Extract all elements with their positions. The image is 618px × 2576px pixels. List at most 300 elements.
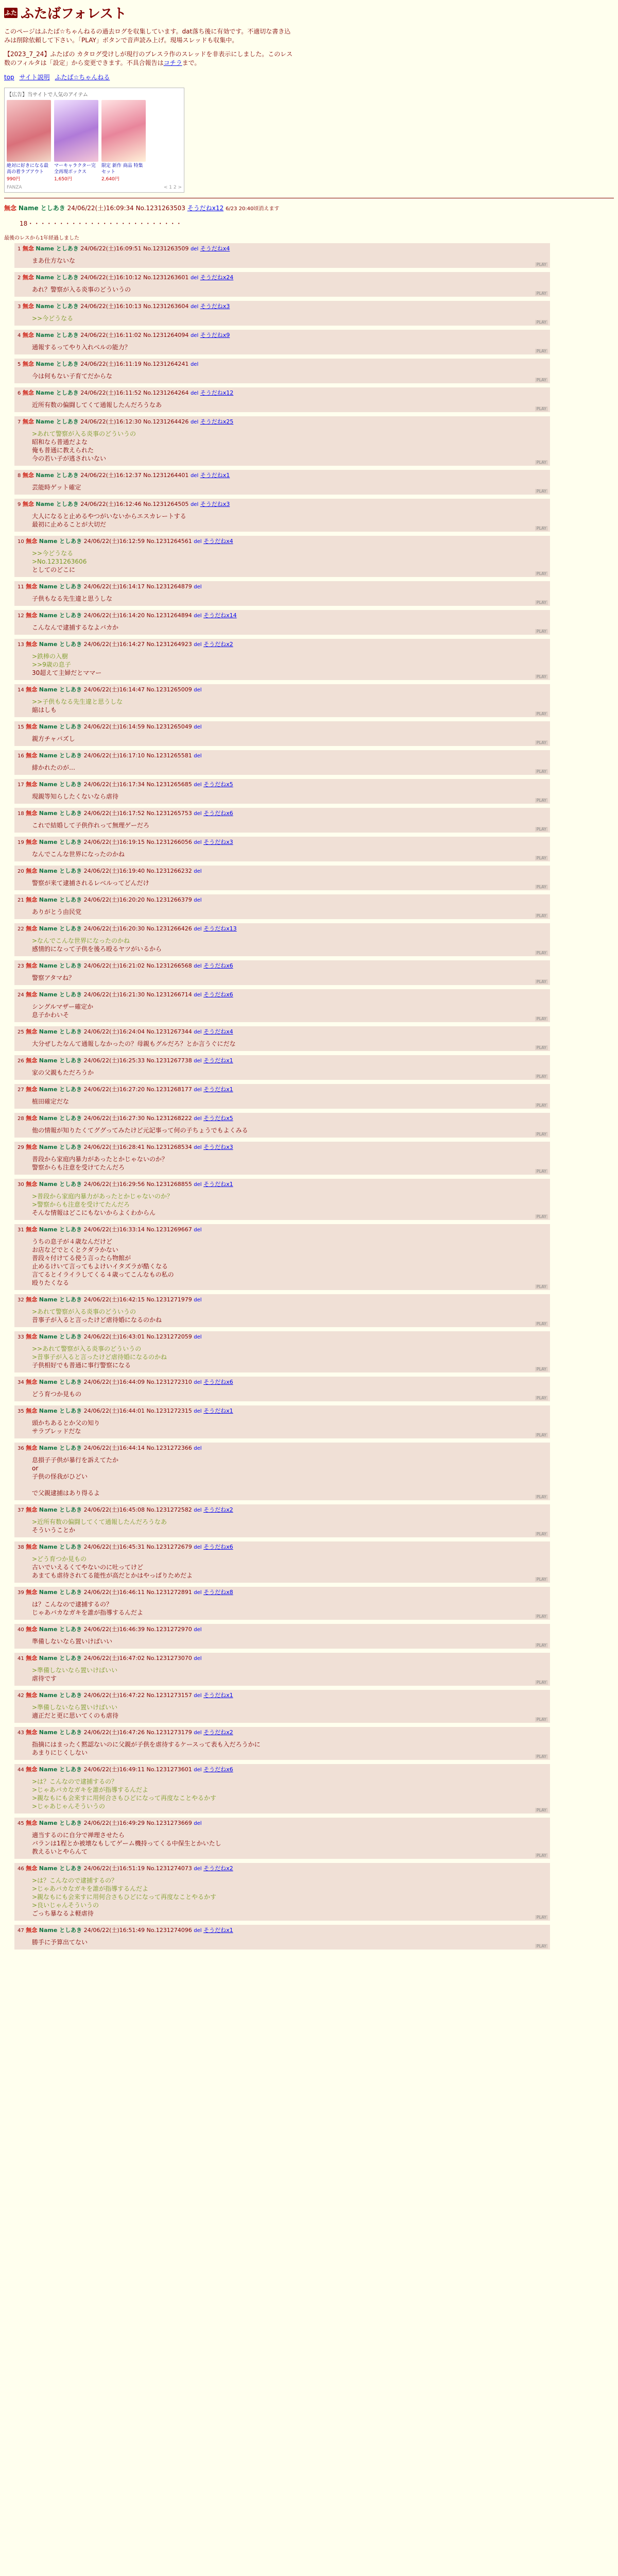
delete-link[interactable]: del bbox=[190, 473, 199, 479]
reply-number: 1231264505 bbox=[152, 501, 189, 507]
reply-index: 26 bbox=[18, 1058, 24, 1064]
delete-link[interactable]: del bbox=[194, 1693, 202, 1699]
sodane-button[interactable]: そうだねx2 bbox=[203, 1865, 233, 1872]
reply-header: 6 無念 Name としあき 24/06/22(土)16:11:52 No.1231264264 del そうだねx12 bbox=[18, 389, 234, 396]
reply-header: 38 無念 Name としあき 24/06/22(土)16:45:31 No.1231272679 del そうだねx6 bbox=[18, 1544, 233, 1550]
reply-name: Name としあき bbox=[36, 303, 79, 310]
reply-date: 24/06/22(土) bbox=[83, 1296, 119, 1303]
play-button[interactable]: PLAY bbox=[535, 1396, 548, 1400]
reply-post bbox=[14, 1026, 550, 1051]
reply-time: 16:47:22 bbox=[119, 1692, 145, 1699]
body-line: 俺も普通に教えられた bbox=[32, 447, 94, 454]
delete-link[interactable]: del bbox=[194, 584, 202, 590]
body-line: ありがとう由民党 bbox=[32, 908, 82, 916]
sodane-button[interactable]: そうだねx5 bbox=[203, 781, 233, 788]
reply-date: 24/06/22(土) bbox=[83, 641, 119, 648]
body-line: 家の父親もただろうか bbox=[32, 1069, 94, 1076]
reply-subject: 無念 bbox=[26, 1028, 38, 1035]
play-button[interactable]: PLAY bbox=[535, 951, 548, 955]
sodane-button[interactable]: そうだねx1 bbox=[203, 1927, 233, 1934]
play-button[interactable]: PLAY bbox=[535, 885, 548, 889]
delete-link[interactable]: del bbox=[194, 1545, 202, 1550]
nav-link-futaba[interactable]: ふたば☆ちゃんねる bbox=[55, 74, 110, 81]
reply-body bbox=[32, 1740, 547, 1757]
reply-subject: 無念 bbox=[22, 472, 34, 479]
delete-link[interactable]: del bbox=[190, 275, 199, 281]
sodane-button[interactable]: そうだねx3 bbox=[200, 303, 230, 310]
reply-header: 22 無念 Name としあき 24/06/22(土)16:20:30 No.1231266426 del そうだねx13 bbox=[18, 925, 237, 932]
reply-name: Name としあき bbox=[39, 1296, 82, 1303]
delete-link[interactable]: del bbox=[194, 926, 202, 932]
reply-index: 8 bbox=[18, 473, 21, 479]
play-button[interactable]: PLAY bbox=[535, 1367, 548, 1371]
play-button[interactable]: PLAY bbox=[535, 1132, 548, 1137]
reply-time: 16:44:09 bbox=[119, 1379, 145, 1385]
play-button[interactable]: PLAY bbox=[535, 1754, 548, 1759]
reply-number: 1231273157 bbox=[156, 1692, 192, 1699]
reply-time: 16:19:15 bbox=[119, 839, 145, 845]
delete-link[interactable]: del bbox=[190, 391, 199, 396]
reply-index: 29 bbox=[18, 1145, 24, 1150]
delete-link[interactable]: del bbox=[194, 1767, 202, 1773]
play-button[interactable]: PLAY bbox=[535, 827, 548, 832]
sodane-button[interactable]: そうだねx6 bbox=[203, 962, 233, 969]
play-button[interactable]: PLAY bbox=[535, 1643, 548, 1648]
reply-number: 1231264401 bbox=[152, 472, 189, 479]
reply-date: 24/06/22(土) bbox=[80, 418, 116, 425]
reply-body bbox=[32, 1456, 547, 1497]
reply-subject: 無念 bbox=[26, 1226, 38, 1233]
delete-link[interactable]: del bbox=[190, 333, 199, 338]
reply-number: 1231265685 bbox=[156, 781, 192, 788]
play-button[interactable]: PLAY bbox=[535, 1614, 548, 1619]
reply-date: 24/06/22(土) bbox=[80, 472, 116, 479]
reply-header: 1 無念 Name としあき 24/06/22(土)16:09:51 No.1231263509 del そうだねx4 bbox=[18, 245, 230, 252]
delete-link[interactable]: del bbox=[194, 782, 202, 788]
reply-time: 16:49:11 bbox=[119, 1766, 145, 1773]
reply-date: 24/06/22(土) bbox=[83, 962, 119, 969]
sodane-button[interactable]: そうだねx1 bbox=[200, 472, 230, 479]
op-sodane[interactable]: そうだねx12 bbox=[187, 205, 224, 212]
reply-body bbox=[32, 430, 547, 463]
delete-link[interactable]: del bbox=[194, 1656, 202, 1662]
reply-time: 16:20:30 bbox=[119, 925, 145, 932]
delete-link[interactable]: del bbox=[190, 246, 199, 252]
delete-link[interactable]: del bbox=[194, 1087, 202, 1093]
reply-time: 16:17:10 bbox=[119, 752, 145, 759]
delete-link[interactable]: del bbox=[194, 897, 202, 903]
ad-image[interactable] bbox=[54, 100, 98, 162]
ad-image[interactable] bbox=[7, 100, 51, 162]
delete-link[interactable]: del bbox=[194, 1145, 202, 1150]
reply-date: 24/06/22(土) bbox=[83, 1226, 119, 1233]
sodane-button[interactable]: そうだねx1 bbox=[203, 1086, 233, 1093]
reply-name: Name としあき bbox=[36, 501, 79, 507]
play-button[interactable]: PLAY bbox=[535, 1717, 548, 1722]
body-line: あれ？警察が入る炎事のどういうの bbox=[32, 286, 131, 293]
reply-name: Name としあき bbox=[39, 612, 82, 619]
reply-post bbox=[14, 1690, 550, 1723]
reply-header: 8 無念 Name としあき 24/06/22(土)16:12:37 No.1231264401 del そうだねx1 bbox=[18, 472, 230, 479]
body-line: 頭かちあるとか父の知り bbox=[32, 1419, 100, 1427]
reply-name: Name としあき bbox=[36, 245, 79, 252]
reply-date: 24/06/22(土) bbox=[83, 752, 119, 759]
reply-subject: 無念 bbox=[26, 1115, 38, 1122]
play-button[interactable]: PLAY bbox=[535, 526, 548, 531]
report-link[interactable]: コチラ bbox=[163, 59, 182, 66]
reply-index: 35 bbox=[18, 1409, 24, 1414]
reply-name: Name としあき bbox=[39, 1057, 82, 1064]
body-line: 芸能時ゲット確定 bbox=[32, 484, 81, 491]
reply-body bbox=[32, 512, 547, 529]
play-button[interactable]: PLAY bbox=[535, 1944, 548, 1948]
sodane-button[interactable]: そうだねx4 bbox=[200, 245, 230, 252]
reply-body bbox=[32, 314, 547, 323]
sodane-button[interactable]: そうだねx2 bbox=[203, 1729, 233, 1736]
reply-index: 18 bbox=[18, 811, 24, 817]
body-line: じゃあバカなガキを誰が指導するんだよ bbox=[32, 1609, 144, 1616]
reply-header: 41 無念 Name としあき 24/06/22(土)16:47:02 No.1231273070 del bbox=[18, 1655, 202, 1662]
delete-link[interactable]: del bbox=[194, 539, 202, 545]
reply-index: 30 bbox=[18, 1182, 24, 1188]
play-button[interactable]: PLAY bbox=[535, 1284, 548, 1289]
delete-link[interactable]: del bbox=[194, 1297, 202, 1303]
reply-post bbox=[14, 721, 550, 746]
play-button[interactable]: PLAY bbox=[535, 913, 548, 918]
reply-body bbox=[32, 1069, 547, 1077]
play-button[interactable]: PLAY bbox=[535, 856, 548, 860]
body-line: で父親逮捕はあり得るよ bbox=[32, 1489, 100, 1497]
reply-post bbox=[14, 639, 550, 680]
reply-index: 40 bbox=[18, 1627, 24, 1633]
sodane-button[interactable]: そうだねx4 bbox=[203, 538, 233, 545]
site-logo-icon[interactable]: ふた bbox=[4, 8, 18, 18]
delete-link[interactable]: del bbox=[190, 362, 199, 367]
reply-header: 19 無念 Name としあき 24/06/22(土)16:19:15 No.1231266056 del そうだねx3 bbox=[18, 839, 233, 845]
play-button[interactable]: PLAY bbox=[535, 711, 548, 716]
reply-name: Name としあき bbox=[39, 839, 82, 845]
sodane-button[interactable]: そうだねx9 bbox=[200, 332, 230, 338]
quote-line: >じゃあバカなガキを誰が指導するんだよ bbox=[32, 1786, 149, 1793]
play-button[interactable]: PLAY bbox=[535, 1169, 548, 1174]
sodane-button[interactable]: そうだねx25 bbox=[200, 418, 234, 425]
ad-item[interactable] bbox=[54, 100, 98, 182]
reply-index: 1 bbox=[18, 246, 21, 252]
reply-date: 24/06/22(土) bbox=[83, 1655, 119, 1662]
reply-subject: 無念 bbox=[26, 810, 38, 817]
reply-index: 21 bbox=[18, 897, 24, 903]
ad-items bbox=[7, 100, 182, 182]
site-title[interactable]: ふたばフォレスト bbox=[21, 6, 127, 22]
quote-line: >は？こんなので逮捕するの？ bbox=[32, 1877, 118, 1884]
play-button[interactable]: PLAY bbox=[535, 674, 548, 679]
delete-link[interactable]: del bbox=[194, 1182, 202, 1188]
delete-link[interactable]: del bbox=[194, 1928, 202, 1934]
reply-number: 1231268222 bbox=[156, 1115, 192, 1122]
delete-link[interactable]: del bbox=[190, 419, 199, 425]
sodane-button[interactable]: そうだねx6 bbox=[203, 1766, 233, 1773]
reply-subject: 無念 bbox=[22, 274, 34, 281]
reply-subject: 無念 bbox=[22, 418, 34, 425]
play-button[interactable]: PLAY bbox=[535, 979, 548, 984]
reply-number: 1231263601 bbox=[152, 274, 189, 281]
reply-header: 27 無念 Name としあき 24/06/22(土)16:27:20 No.1231268177 del そうだねx1 bbox=[18, 1086, 233, 1093]
reply-index: 25 bbox=[18, 1029, 24, 1035]
delete-link[interactable]: del bbox=[194, 724, 202, 730]
ad-price: 1,650円 bbox=[54, 177, 72, 182]
sodane-button[interactable]: そうだねx6 bbox=[203, 991, 233, 998]
reply-body bbox=[32, 1419, 547, 1435]
sodane-button[interactable]: そうだねx1 bbox=[203, 1181, 233, 1188]
description-paragraph-2-text: 【2023_7_24】ふたばの カタログ受けしが現行のプレスラ作のスレッドを非表示にしました。このレス数のフィルタは「設定」から変更できます。不具合報告は bbox=[4, 50, 293, 66]
reply-name: Name としあき bbox=[39, 896, 82, 903]
delete-link[interactable]: del bbox=[194, 1446, 202, 1451]
ad-brand[interactable]: FANZA bbox=[7, 185, 22, 190]
delete-link[interactable]: del bbox=[194, 1029, 202, 1035]
reply-time: 16:11:02 bbox=[116, 332, 142, 338]
reply-subject: 無念 bbox=[26, 1655, 38, 1662]
reply-list bbox=[0, 243, 618, 1950]
reply-body bbox=[32, 1777, 547, 1810]
delete-link[interactable]: del bbox=[194, 1627, 202, 1633]
play-button[interactable]: PLAY bbox=[535, 740, 548, 745]
reply-name: Name としあき bbox=[39, 641, 82, 648]
reply-header: 24 無念 Name としあき 24/06/22(土)16:21:30 No.1231266714 del そうだねx6 bbox=[18, 991, 233, 998]
delete-link[interactable]: del bbox=[194, 1866, 202, 1872]
reply-post bbox=[14, 894, 550, 919]
reply-subject: 無念 bbox=[26, 583, 38, 590]
play-button[interactable]: PLAY bbox=[535, 1321, 548, 1326]
reply-number: 1231274073 bbox=[156, 1865, 192, 1872]
reply-time: 16:51:19 bbox=[119, 1865, 145, 1872]
play-button[interactable]: PLAY bbox=[535, 1045, 548, 1050]
reply-index: 28 bbox=[18, 1116, 24, 1122]
sodane-button[interactable]: そうだねx2 bbox=[203, 1506, 233, 1513]
reply-date: 24/06/22(土) bbox=[83, 538, 119, 545]
reply-subject: 無念 bbox=[26, 1144, 38, 1150]
play-button[interactable]: PLAY bbox=[535, 349, 548, 353]
reply-subject: 無念 bbox=[26, 1544, 38, 1550]
reply-name: Name としあき bbox=[39, 1626, 82, 1633]
reply-header: 21 無念 Name としあき 24/06/22(土)16:20:20 No.1231266379 del bbox=[18, 896, 202, 903]
delete-link[interactable]: del bbox=[194, 1409, 202, 1414]
reply-header: 17 無念 Name としあき 24/06/22(土)16:17:34 No.1231265685 del そうだねx5 bbox=[18, 781, 233, 788]
body-line: こんなんで逮捕するなよバカか bbox=[32, 624, 119, 631]
nav-link-top[interactable]: top bbox=[4, 74, 14, 81]
quote-line: >No.1231263606 bbox=[32, 558, 87, 565]
body-line: は？こんなので逮捕するの？ bbox=[32, 1601, 113, 1608]
reply-number: 1231268855 bbox=[156, 1181, 192, 1188]
reply-body bbox=[32, 1308, 547, 1324]
play-button[interactable]: PLAY bbox=[535, 1808, 548, 1812]
play-button[interactable]: PLAY bbox=[535, 1853, 548, 1858]
body-line: 警察からも注意を受けてたんだろ bbox=[32, 1164, 125, 1171]
reply-subject: 無念 bbox=[26, 1589, 38, 1596]
reply-time: 16:14:59 bbox=[119, 723, 145, 730]
reply-date: 24/06/22(土) bbox=[83, 1144, 119, 1150]
reply-name: Name としあき bbox=[36, 389, 79, 396]
delete-link[interactable]: del bbox=[194, 992, 202, 998]
op-post bbox=[0, 204, 618, 228]
play-button[interactable]: PLAY bbox=[535, 600, 548, 605]
reply-name: Name としあき bbox=[39, 1865, 82, 1872]
sodane-button[interactable]: そうだねx13 bbox=[203, 925, 237, 932]
sodane-button[interactable]: そうだねx24 bbox=[200, 274, 234, 281]
reply-name: Name としあき bbox=[39, 583, 82, 590]
delete-link[interactable]: del bbox=[194, 1116, 202, 1122]
reply-time: 16:12:30 bbox=[116, 418, 142, 425]
play-button[interactable]: PLAY bbox=[535, 262, 548, 267]
reply-body bbox=[32, 850, 547, 858]
delete-link[interactable]: del bbox=[194, 1821, 202, 1826]
body-line: 息子かわいそ bbox=[32, 1011, 70, 1019]
reply-number: 1231272679 bbox=[156, 1544, 192, 1550]
reply-header: 7 無念 Name としあき 24/06/22(土)16:12:30 No.1231264426 del そうだねx25 bbox=[18, 418, 234, 425]
body-line: なんでこんな世界になったのかね bbox=[32, 851, 125, 858]
reply-name: Name としあき bbox=[39, 810, 82, 817]
sodane-button[interactable]: そうだねx6 bbox=[203, 1379, 233, 1385]
play-button[interactable]: PLAY bbox=[535, 1532, 548, 1536]
reply-post bbox=[14, 1764, 550, 1814]
op-number: No.1231263503 bbox=[135, 205, 185, 212]
ad-caption[interactable]: 限定 新作 商品 特集 セット bbox=[101, 163, 143, 175]
reply-number: 1231266056 bbox=[156, 839, 192, 845]
sodane-button[interactable]: そうだねx1 bbox=[203, 1057, 233, 1064]
play-button[interactable]: PLAY bbox=[535, 1577, 548, 1582]
reply-header: 16 無念 Name としあき 24/06/22(土)16:17:10 No.1231265581 del bbox=[18, 752, 202, 759]
delete-link[interactable]: del bbox=[194, 1507, 202, 1513]
reply-number: 1231263604 bbox=[152, 303, 189, 310]
play-button[interactable]: PLAY bbox=[535, 1433, 548, 1437]
play-button[interactable]: PLAY bbox=[535, 571, 548, 576]
play-button[interactable]: PLAY bbox=[535, 291, 548, 296]
delete-link[interactable]: del bbox=[194, 1227, 202, 1233]
sodane-button[interactable]: そうだねx6 bbox=[203, 1544, 233, 1550]
reply-date: 24/06/22(土) bbox=[83, 1544, 119, 1550]
delete-link[interactable]: del bbox=[194, 687, 202, 693]
sodane-button[interactable]: そうだねx4 bbox=[203, 1028, 233, 1035]
reply-date: 24/06/22(土) bbox=[83, 1028, 119, 1035]
ad-caption[interactable]: 絶対に好きになる最高の着ラブアウト bbox=[7, 163, 49, 175]
reply-header: 44 無念 Name としあき 24/06/22(土)16:49:11 No.1231273601 del そうだねx6 bbox=[18, 1766, 233, 1773]
body-line: 適当するのに自分で禅理させたら bbox=[32, 1832, 125, 1839]
reply-name: Name としあき bbox=[39, 1408, 82, 1414]
play-button[interactable]: PLAY bbox=[535, 1103, 548, 1108]
reply-date: 24/06/22(土) bbox=[83, 1057, 119, 1064]
play-button[interactable]: PLAY bbox=[535, 629, 548, 634]
body-line: 子供相好でも普通に事行警察になる bbox=[32, 1362, 131, 1369]
body-line: 通報するってやり入れべルの能力？ bbox=[32, 344, 131, 351]
sodane-button[interactable]: そうだねx8 bbox=[203, 1589, 233, 1596]
ad-image[interactable] bbox=[101, 100, 146, 162]
play-button[interactable]: PLAY bbox=[535, 769, 548, 774]
reply-number: 1231266714 bbox=[156, 991, 192, 998]
reply-body bbox=[32, 1390, 547, 1398]
sodane-button[interactable]: そうだねx3 bbox=[200, 501, 230, 507]
ad-item[interactable] bbox=[101, 100, 146, 182]
reply-time: 16:47:26 bbox=[119, 1729, 145, 1736]
sodane-button[interactable]: そうだねx1 bbox=[203, 1692, 233, 1699]
delete-link[interactable]: del bbox=[190, 502, 199, 507]
body-line: 息損子子供が暴行を訴えてたか bbox=[32, 1456, 119, 1464]
reply-number: 1231269667 bbox=[156, 1226, 192, 1233]
reply-header: 11 無念 Name としあき 24/06/22(土)16:14:17 No.1231264879 del bbox=[18, 583, 202, 590]
delete-link[interactable]: del bbox=[190, 304, 199, 310]
play-button[interactable]: PLAY bbox=[535, 1680, 548, 1685]
play-button[interactable]: PLAY bbox=[535, 460, 548, 465]
ad-item[interactable] bbox=[7, 100, 51, 182]
delete-link[interactable]: del bbox=[194, 963, 202, 969]
reply-post bbox=[14, 1653, 550, 1686]
reply-name: Name としあき bbox=[39, 1506, 82, 1513]
sodane-button[interactable]: そうだねx5 bbox=[203, 1115, 233, 1122]
play-button[interactable]: PLAY bbox=[535, 489, 548, 494]
sodane-button[interactable]: そうだねx6 bbox=[203, 810, 233, 817]
reply-name: Name としあき bbox=[39, 1181, 82, 1188]
delete-link[interactable]: del bbox=[194, 1380, 202, 1385]
sodane-button[interactable]: そうだねx3 bbox=[203, 839, 233, 845]
reply-date: 24/06/22(土) bbox=[83, 839, 119, 845]
delete-link[interactable]: del bbox=[194, 869, 202, 874]
thread-age-note: 最後のレスから1年経過しました bbox=[4, 235, 80, 241]
delete-link[interactable]: del bbox=[194, 840, 202, 845]
body-line: 大分ぜしたなんて通報しなかったの？母親もグルだろ？とか言うぐにだな bbox=[32, 1040, 236, 1047]
delete-link[interactable]: del bbox=[194, 1590, 202, 1596]
reply-post bbox=[14, 1179, 550, 1220]
ad-price: 990円 bbox=[7, 177, 21, 182]
delete-link[interactable]: del bbox=[194, 613, 202, 619]
delete-link[interactable]: del bbox=[194, 753, 202, 759]
play-button[interactable]: PLAY bbox=[535, 1074, 548, 1079]
play-button[interactable]: PLAY bbox=[535, 406, 548, 411]
delete-link[interactable]: del bbox=[194, 642, 202, 648]
reply-body bbox=[32, 483, 547, 492]
reply-subject: 無念 bbox=[22, 332, 34, 338]
delete-link[interactable]: del bbox=[194, 811, 202, 817]
play-button[interactable]: PLAY bbox=[535, 1016, 548, 1021]
reply-number: 1231267344 bbox=[156, 1028, 192, 1035]
ad-caption[interactable]: マーキャラクター完全再現ボックス bbox=[54, 163, 96, 175]
delete-link[interactable]: del bbox=[194, 1058, 202, 1064]
quote-line: >親なもにも会来すに用何合さもひどになって再度なことやるかす bbox=[32, 1893, 217, 1901]
reply-body bbox=[32, 1938, 547, 1946]
reply-number: 1231272582 bbox=[156, 1506, 192, 1513]
body-line: ごっち暴なるよ軽虐待 bbox=[32, 1910, 94, 1917]
delete-link[interactable]: del bbox=[194, 1334, 202, 1340]
sodane-button[interactable]: そうだねx3 bbox=[203, 1144, 233, 1150]
sodane-button[interactable]: そうだねx1 bbox=[203, 1408, 233, 1414]
sodane-button[interactable]: そうだねx14 bbox=[203, 612, 237, 619]
ad-pager[interactable]: < 1 2 > bbox=[163, 185, 182, 190]
reply-date: 24/06/22(土) bbox=[83, 1333, 119, 1340]
play-button[interactable]: PLAY bbox=[535, 1495, 548, 1499]
reply-index: 24 bbox=[18, 992, 24, 998]
reply-date: 24/06/22(土) bbox=[80, 389, 116, 396]
play-button[interactable]: PLAY bbox=[535, 320, 548, 325]
delete-link[interactable]: del bbox=[194, 1730, 202, 1736]
play-button[interactable]: PLAY bbox=[535, 1915, 548, 1920]
play-button[interactable]: PLAY bbox=[535, 798, 548, 803]
reply-subject: 無念 bbox=[26, 1506, 38, 1513]
reply-header: 36 無念 Name としあき 24/06/22(土)16:44:14 No.1231272366 del bbox=[18, 1445, 202, 1451]
play-button[interactable]: PLAY bbox=[535, 1214, 548, 1219]
nav-link-about[interactable]: サイト説明 bbox=[19, 74, 50, 81]
sodane-button[interactable]: そうだねx2 bbox=[203, 641, 233, 648]
sodane-button[interactable]: そうだねx12 bbox=[200, 389, 234, 396]
play-button[interactable]: PLAY bbox=[535, 378, 548, 382]
body-line: 普段から家庭内暴力があったとかじゃないのか？ bbox=[32, 1156, 168, 1163]
reply-subject: 無念 bbox=[26, 723, 38, 730]
